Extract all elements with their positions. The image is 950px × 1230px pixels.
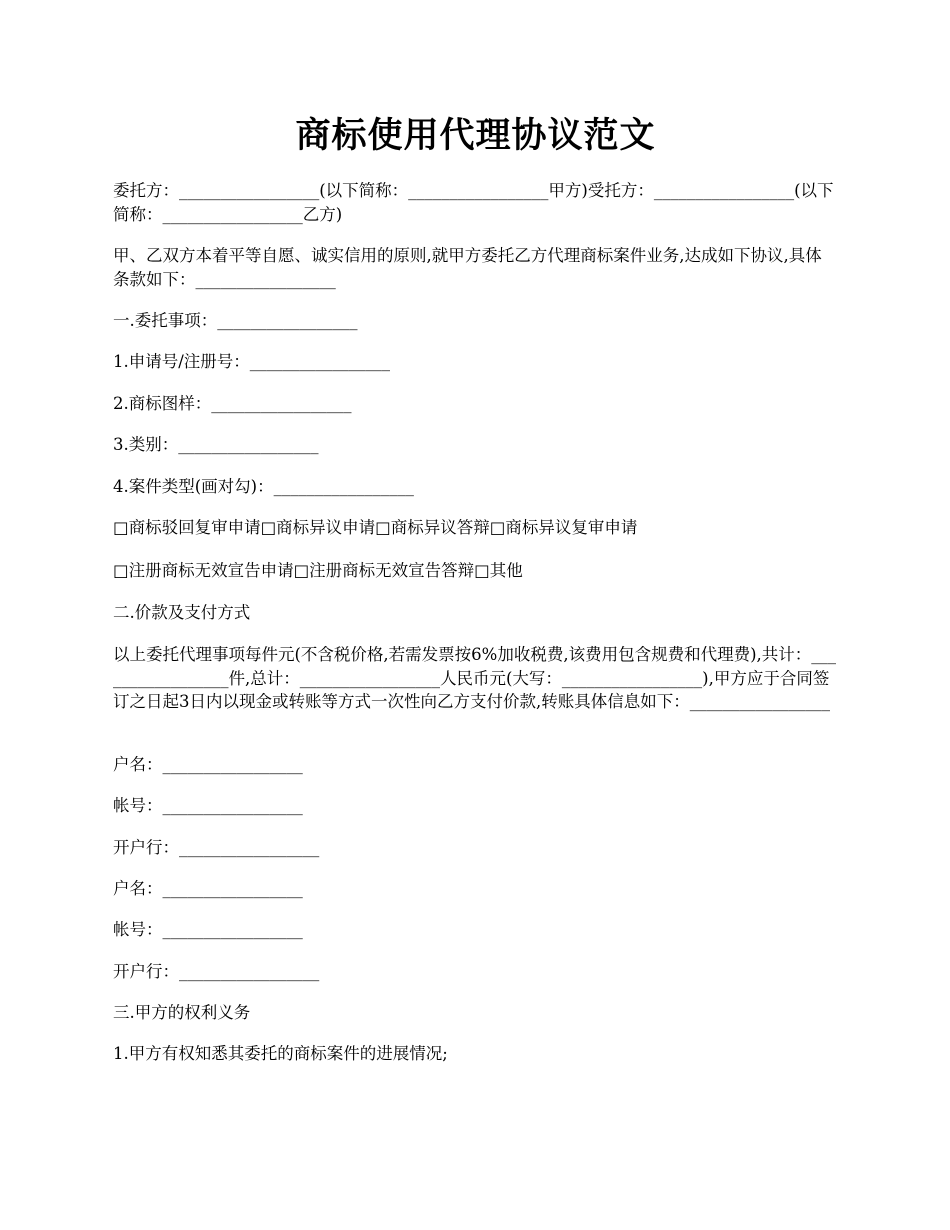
paragraph-payment-terms: 以上委托代理事项每件元(不含税价格,若需发票按6%加收税费,该费用包含规费和代理费),共计：_________________件,总计：_________________人民币元(大写：_________________),甲方应于合同签订之日起3日内以现金或转账等方式一次性向乙方支付价款,转账具体信息如下：_________________	[113, 645, 837, 711]
paragraph-bank-1: 开户行：_________________	[113, 838, 320, 857]
section-heading-commission: 一.委托事项：_________________	[113, 311, 358, 330]
paragraph-bank-2: 开户行：_________________	[113, 962, 320, 981]
paragraph-preamble: 甲、乙双方本着平等自愿、诚实信用的原则,就甲方委托乙方代理商标案件业务,达成如下协议,具体条款如下：_________________	[113, 246, 822, 289]
paragraph-account-number-1: 帐号：_________________	[113, 796, 303, 815]
paragraph-case-options-1: □商标驳回复审申请□商标异议申请□商标异议答辩□商标异议复审申请	[113, 518, 638, 537]
paragraph-case-type: 4.案件类型(画对勾)：_________________	[113, 477, 414, 496]
paragraph-trademark-sample: 2.商标图样：_________________	[113, 394, 352, 413]
paragraph-case-options-2: □注册商标无效宣告申请□注册商标无效宣告答辩□其他	[113, 561, 523, 580]
paragraph-parties: 委托方：_________________(以下简称：_________________甲方)受托方：_________________(以下简称：_________________乙方)	[113, 181, 834, 224]
paragraph-application-number: 1.申请号/注册号：_________________	[113, 352, 391, 371]
section-heading-party-a-rights: 三.甲方的权利义务	[113, 1003, 251, 1022]
paragraph-account-name-1: 户名：_________________	[113, 755, 303, 774]
document-title: 商标使用代理协议范文	[295, 115, 656, 156]
paragraph-class: 3.类别：_________________	[113, 435, 319, 454]
paragraph-account-name-2: 户名：_________________	[113, 879, 303, 898]
paragraph-right-1: 1.甲方有权知悉其委托的商标案件的进展情况;	[113, 1044, 448, 1063]
paragraph-account-number-2: 帐号：_________________	[113, 920, 303, 939]
section-heading-payment: 二.价款及支付方式	[113, 603, 251, 622]
